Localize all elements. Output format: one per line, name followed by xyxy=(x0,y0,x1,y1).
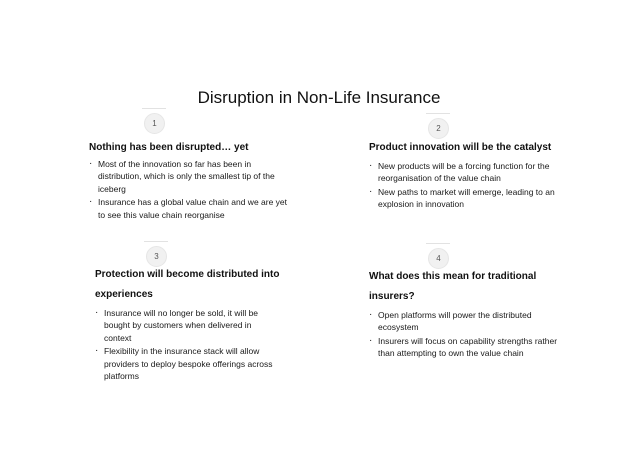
bullet-list xyxy=(89,158,289,221)
section-number-badge-4 xyxy=(425,243,451,269)
badge-divider xyxy=(426,243,450,244)
section-heading: Product innovation will be the catalyst xyxy=(369,142,552,153)
section-3 xyxy=(95,265,280,383)
section-heading: Protection will become distributed into experiences xyxy=(95,269,280,300)
bullet-list xyxy=(95,307,280,382)
bullet-list xyxy=(369,309,559,360)
bullet-item: · Most of the innovation so far has been in distribution, which is only the smallest tip of the iceberg xyxy=(89,158,289,195)
section-4 xyxy=(369,267,559,361)
page-title: Disruption in Non-Life Insurance xyxy=(197,88,441,107)
badge-divider xyxy=(144,241,168,242)
section-1 xyxy=(89,139,289,222)
section-heading: Nothing has been disrupted… yet xyxy=(89,142,249,153)
section-number-badge-1 xyxy=(141,108,167,134)
section-number-badge-3 xyxy=(143,241,169,267)
bullet-item: · Insurers will focus on capability strengths rather than attempting to own the value chain xyxy=(369,335,559,360)
bullet-list xyxy=(369,160,555,211)
section-number: 3 xyxy=(146,246,167,267)
section-2 xyxy=(369,138,555,212)
section-heading: What does this mean for traditional insurers? xyxy=(369,271,537,302)
bullet-item: · New paths to market will emerge, leading to an explosion in innovation xyxy=(369,186,555,211)
section-number: 1 xyxy=(144,113,165,134)
bullet-item: · Open platforms will power the distributed ecosystem xyxy=(369,309,559,334)
section-number: 4 xyxy=(428,248,449,269)
bullet-item: · Insurance will no longer be sold, it will be bought by customers when delivered in context xyxy=(95,307,280,344)
bullet-item: · Flexibility in the insurance stack will allow providers to deploy bespoke offerings across platforms xyxy=(95,345,280,382)
bullet-item: · New products will be a forcing function for the reorganisation of the value chain xyxy=(369,160,555,185)
bullet-item: · Insurance has a global value chain and we are yet to see this value chain reorganise xyxy=(89,196,289,221)
badge-divider xyxy=(142,108,166,109)
section-number-badge-2 xyxy=(425,113,451,139)
section-number: 2 xyxy=(428,118,449,139)
badge-divider xyxy=(426,113,450,114)
